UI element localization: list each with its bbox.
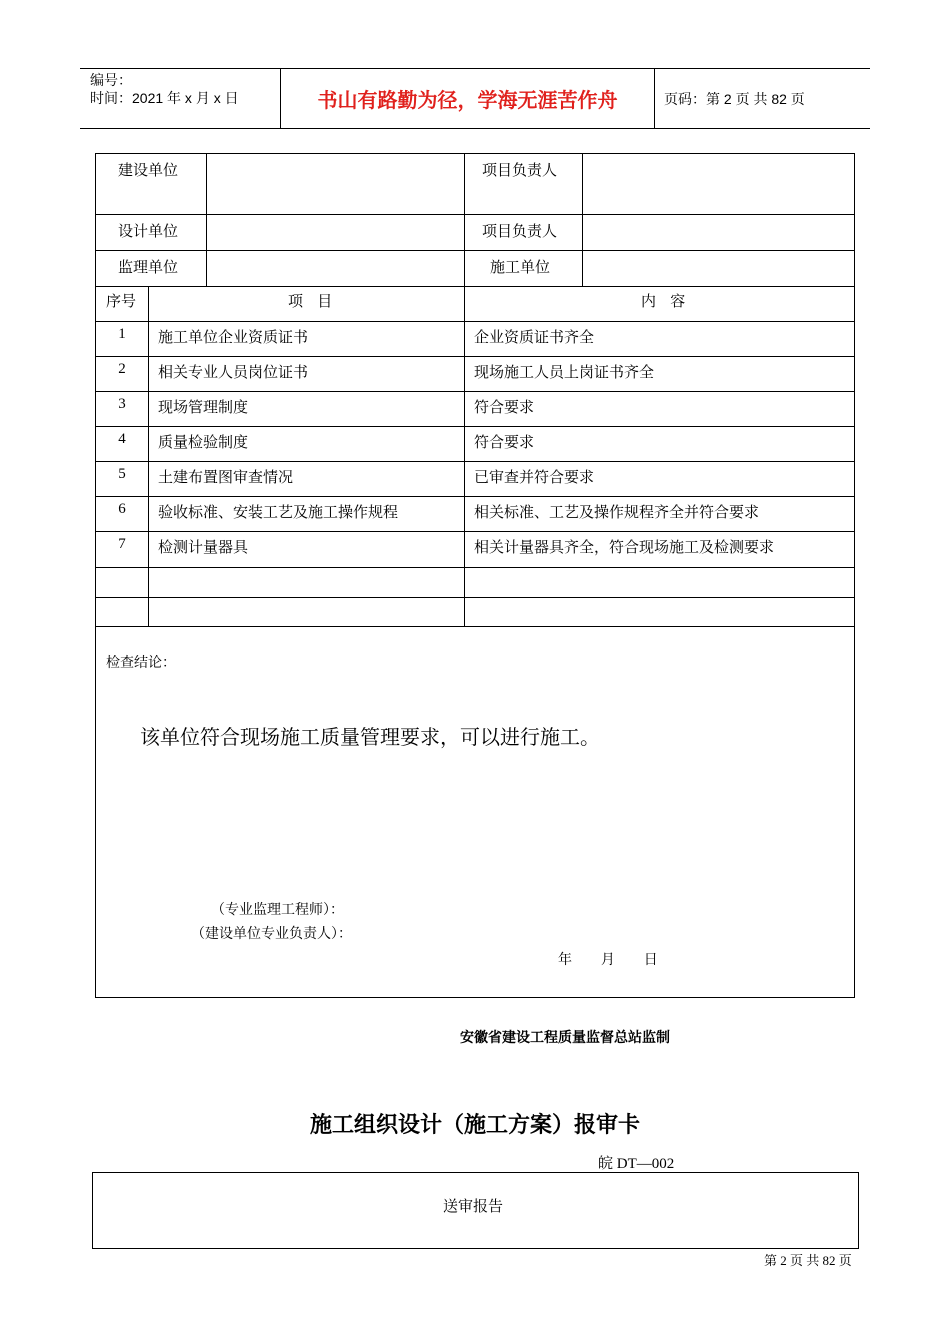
- table-row-seq: 4: [118, 431, 126, 447]
- table-row-seq: 7: [118, 536, 126, 552]
- table-row-content: 符合要求: [474, 433, 535, 451]
- project-leader-label-1: 项目负责人: [482, 161, 558, 179]
- client-signature-label: （建设单位专业负责人）：: [191, 926, 352, 942]
- construction-unit-label: 建设单位: [118, 161, 179, 179]
- document-number-label: 编号：: [90, 72, 132, 88]
- table-row-content: 相关标准、工艺及操作规程齐全并符合要求: [474, 503, 760, 521]
- header-motto: 书山有路勤为径，学海无涯苦作舟: [281, 69, 655, 128]
- table-row-item: 土建布置图审查情况: [158, 468, 294, 486]
- signature-date: 年 月 日: [558, 952, 658, 968]
- header-page-info: 页码：第 2 页 共 82 页: [664, 90, 805, 107]
- table-row-item: 检测计量器具: [158, 538, 249, 556]
- conclusion-label: 检查结论：: [106, 655, 176, 671]
- next-form-code: 皖 DT—002: [598, 1156, 675, 1172]
- table-row-seq: 1: [118, 326, 126, 342]
- table-row-item: 质量检验制度: [158, 433, 249, 451]
- inspection-form-table: [95, 153, 855, 998]
- document-time-label: 时间：2021 年 x 月 x 日: [90, 90, 239, 106]
- design-unit-label: 设计单位: [118, 222, 179, 240]
- table-row-seq: 6: [118, 501, 126, 517]
- table-row-seq: 2: [118, 361, 126, 377]
- submission-report-label: 送审报告: [443, 1197, 504, 1215]
- page-header: [80, 68, 870, 129]
- table-row-content: 企业资质证书齐全: [474, 328, 595, 346]
- table-row-item: 现场管理制度: [158, 398, 249, 416]
- header-meta: [80, 69, 281, 128]
- contractor-unit-label: 施工单位: [490, 258, 551, 276]
- table-row-item: 相关专业人员岗位证书: [158, 363, 309, 381]
- column-header-item: 项 目: [288, 292, 333, 310]
- page-footer: 第 2 页 共 82 页: [764, 1253, 852, 1268]
- submission-report-box: [92, 1172, 859, 1249]
- next-form-title: 施工组织设计（施工方案）报审卡: [309, 1112, 640, 1138]
- table-row-content: 符合要求: [474, 398, 535, 416]
- table-row-item: 验收标准、安装工艺及施工操作规程: [158, 503, 399, 521]
- table-row-content: 已审查并符合要求: [474, 468, 595, 486]
- supervisor-signature-label: （专业监理工程师）：: [211, 902, 344, 918]
- conclusion-text: 该单位符合现场施工质量管理要求，可以进行施工。: [140, 725, 600, 749]
- table-row-seq: 5: [118, 466, 126, 482]
- table-row-content: 现场施工人员上岗证书齐全: [474, 363, 655, 381]
- table-row-content: 相关计量器具齐全，符合现场施工及检测要求: [474, 538, 775, 556]
- project-leader-label-2: 项目负责人: [482, 222, 558, 240]
- table-row-item: 施工单位企业资质证书: [158, 328, 309, 346]
- column-header-seq: 序号: [106, 292, 137, 310]
- column-header-content: 内 容: [641, 292, 686, 310]
- table-row-seq: 3: [118, 396, 126, 412]
- issuer-label: 安徽省建设工程质量监督总站监制: [460, 1030, 670, 1046]
- supervision-unit-label: 监理单位: [118, 258, 179, 276]
